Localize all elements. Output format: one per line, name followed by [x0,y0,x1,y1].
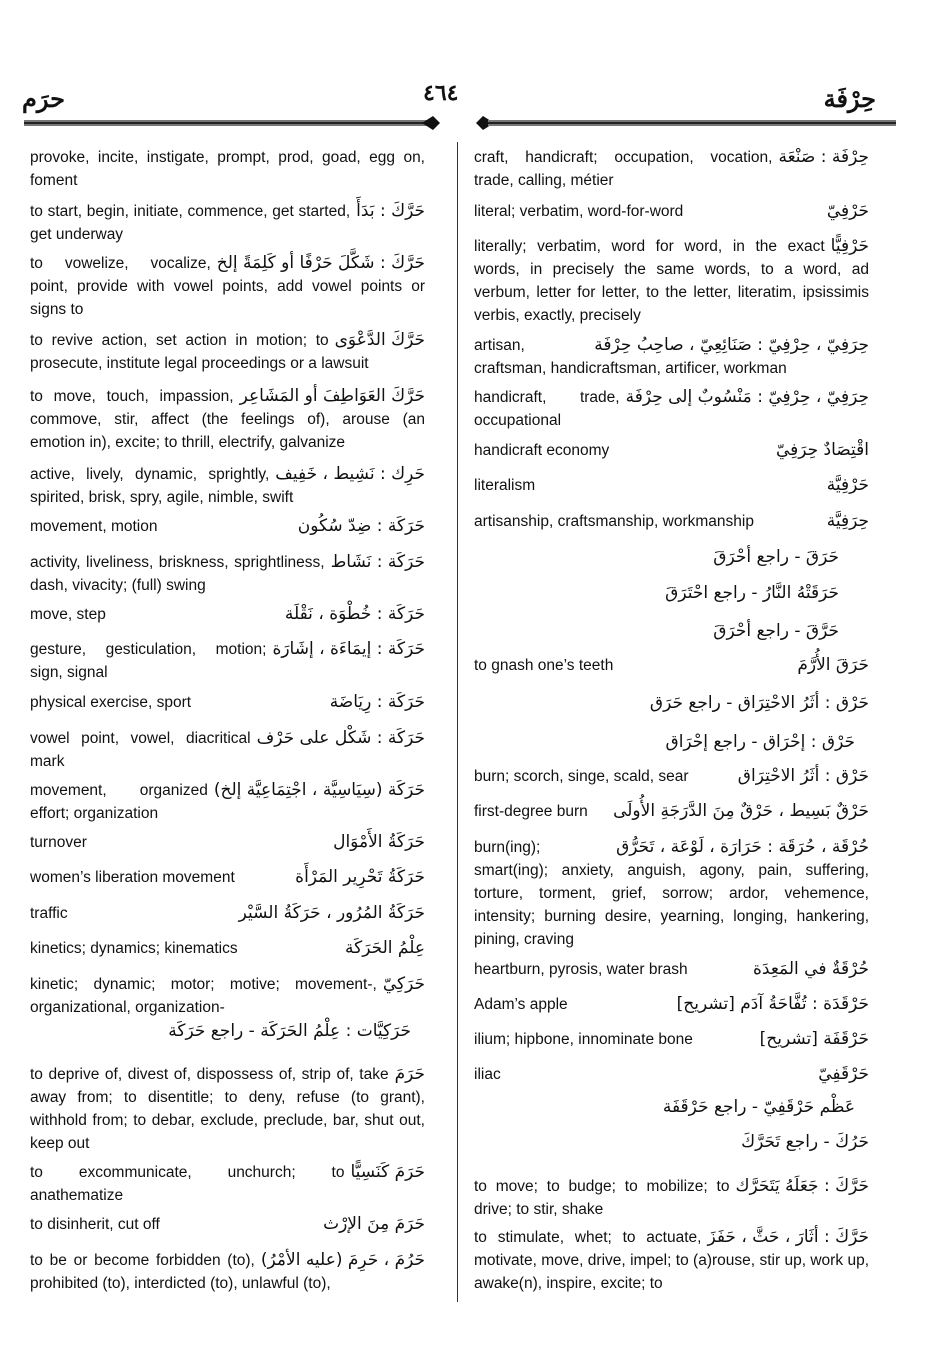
dictionary-entry [30,515,425,538]
arabic-headword: حَرَكَةُ تَحْرِير المَرْأَة [289,866,425,889]
dictionary-entry [474,1096,869,1119]
english-definition: to move; to budge; to mobilize; to drive; to stir, shake [474,1178,730,1218]
arabic-headword: حَرْق : أثَرُ الاحْتِرَاق [732,765,869,788]
dictionary-entry [474,1028,869,1051]
arabic-headword: حَرَّكَ الدَّعْوَى [329,329,425,352]
dictionary-entry [30,727,425,773]
arabic-headword: حَرْقَفَة [تشريح] [754,1028,869,1051]
dictionary-entry [30,463,425,509]
dictionary-entry [474,993,869,1016]
arabic-headword: حَرْق : أثَرُ الاحْتِرَاق - راجع حَرَق [474,692,869,715]
english-definition: to start, begin, initiate, commence, get started, get underway [30,203,351,243]
arabic-headword: حَرَقَ الأُرَّمَ [791,654,869,677]
dictionary-entry [30,779,425,825]
arabic-headword: حَرَكَةُ الأَمْوَال [327,831,425,854]
english-definition: first-degree burn [474,803,588,820]
dictionary-entry [474,474,869,497]
dictionary-entry [30,1063,425,1155]
arabic-headword: عِلْمُ الحَرَكَة [339,937,425,960]
english-definition: artisan, craftsman, handicraftsman, artificer, workman [474,337,787,377]
arabic-headword: عَظْم حَرْقَفِيّ - راجع حَرْقَفَة [474,1096,855,1119]
english-definition: traffic [30,905,68,922]
dictionary-entry [474,1175,869,1221]
dictionary-entry [474,958,869,981]
english-definition: craft, handicraft; occupation, vocation, trade, calling, métier [474,149,773,189]
dictionary-entry [30,146,425,192]
arabic-headword: حَرَمَ مِنَ الإرْث [317,1213,425,1236]
dictionary-entry [30,252,425,321]
english-definition: active, lively, dynamic, sprightly, spirited, brisk, spry, agile, nimble, swift [30,466,294,506]
dictionary-entry [474,546,869,569]
guide-word-left: حرَم [22,84,65,113]
arabic-headword: حَرَكَة : رِيَاضَة [324,691,425,714]
english-definition: artisanship, craftsmanship, workmanship [474,513,754,530]
dictionary-entry [474,1131,869,1154]
dictionary-entry [474,1226,869,1295]
dictionary-entry [474,334,869,380]
english-definition: provoke, incite, instigate, prompt, prod, goad, egg on, foment [30,149,425,189]
english-definition: turnover [30,834,87,851]
arabic-headword: حَرْقَدَة : تُفَّاحَةُ آدَم [تشريح] [671,993,869,1016]
arabic-headword: حَرَّكَ : شَكَّلَ حَرْفًا أو كَلِمَةً إلخ [211,252,425,275]
dictionary-entry [474,439,869,462]
dictionary-entry [30,551,425,597]
english-definition: handicraft economy [474,442,610,459]
dictionary-entry [30,937,425,960]
page-header [0,78,934,118]
dictionary-entry [30,1213,425,1236]
arabic-headword: حِرَفِيّ ، حِرْفِيّ : صَنَائِعِيّ ، صاحِبُ حِرْفَة [588,334,869,357]
english-definition: to be or become forbidden (to), prohibited (to), interdicted (to), unlawful (to), [30,1252,331,1292]
arabic-headword: حُرْقَة ، حُرَقَة : حَرَارَة ، لَوْعَة ، تَحَرُّق [610,836,869,859]
english-definition: to gnash one’s teeth [474,657,614,674]
english-definition: literal; verbatim, word-for-word [474,203,684,220]
english-definition: to move, touch, impassion, commove, stir, affect (the feelings of), arouse (an emotion in), excite; to thrill, electrify, galvanize [30,388,425,451]
english-definition: literally; verbatim, word for word, in the exact words, in precisely the same words, to a word, ad verbum, letter for letter, to the letter, literatim, ipsissimis verbis, exactly, precisely [474,238,869,324]
arabic-headword: حَرَّقَ - راجع أحْرَقَ [474,620,839,643]
dictionary-entry [30,1249,425,1295]
dictionary-entry [474,800,869,823]
english-definition: activity, liveliness, briskness, sprightliness, dash, vivacity; (full) swing [30,554,325,594]
dictionary-entry [30,200,425,246]
dictionary-entry [474,200,869,223]
english-definition: move, step [30,606,106,623]
arabic-headword: حَرَكَة (سِيَاسِيَّة ، اجْتِمَاعِيَّة إلخ) [208,779,425,802]
english-definition: physical exercise, sport [30,694,192,711]
arabic-headword: حَرَّكَ العَوَاطِفَ أو المَشَاعِر [234,385,425,408]
english-definition: to stimulate, whet; to actuate, motivate, move, drive, impel; to (a)rouse, stir up, work up, awake(n), inspire, excite; to [474,1229,869,1292]
dictionary-entry [474,765,869,788]
header-rule-right [476,116,896,130]
dictionary-entry [30,1020,425,1043]
dictionary-entry [474,386,869,432]
english-definition: to vowelize, vocalize, point, provide with vowel points, add vowel points or signs to [30,255,425,318]
arabic-headword: حَرْقَفِيّ [812,1063,869,1086]
header-rule-left [24,116,440,130]
dictionary-entry [474,235,869,327]
arabic-headword: حَرَكَةُ المُرُور ، حَرَكَةُ السَّيْر [233,902,425,925]
dictionary-entry [474,582,869,605]
dictionary-entry [474,654,869,677]
dictionary-entry [30,603,425,626]
arabic-headword: حَرِك : نَشِيط ، خَفِيف [269,463,425,486]
arabic-headword: حَرُكَ - راجع تَحَرَّكَ [474,1131,869,1154]
dictionary-entry [474,510,869,533]
dictionary-entry [30,902,425,925]
guide-word-right: حِرْفَة [823,84,876,113]
english-definition: kinetic; dynamic; motor; motive; movement-, organizational, organization- [30,976,377,1016]
arabic-headword: حَرْفِيَّة [821,474,869,497]
page-number: ٤٦٤ [423,80,459,106]
english-definition: heartburn, pyrosis, water brash [474,961,688,978]
dictionary-entry [30,638,425,684]
arabic-headword: حَرَقَتْهُ النَّارُ - راجع احْتَرَقَ [474,582,839,605]
dictionary-entry [474,836,869,951]
arabic-headword: حِرَفِيَّة [821,510,869,533]
dictionary-entry [30,831,425,854]
arabic-headword: حَرُمَ ، حَرِمَ (عليه الأمْرُ) [255,1249,425,1272]
arabic-headword: حَرَكِيّ [377,973,425,996]
english-definition: gesture, gesticulation, motion; sign, signal [30,641,267,681]
english-definition: to disinherit, cut off [30,1216,160,1233]
arabic-headword: حَرَّكَ : بَدَأَ [350,200,425,223]
dictionary-entry [30,691,425,714]
english-definition: movement, organized effort; organization [30,782,208,822]
column-divider [457,142,458,1302]
english-definition: Adam’s apple [474,996,568,1013]
arabic-headword: حِرْفَة : صَنْعَة [772,146,869,169]
arabic-headword: حَرَكِيَّات : عِلْمُ الحَرَكَة - راجع حَرَكَة [30,1020,411,1043]
arabic-headword: حَرْقٌ بَسِيط ، حَرْقٌ مِنَ الدَّرَجَةِ الأُولَى [607,800,869,823]
dictionary-entry [474,1063,869,1086]
arabic-headword: حَرَكَة : ضِدّ سُكُون [292,515,425,538]
english-definition: kinetics; dynamics; kinematics [30,940,238,957]
english-definition: vowel point, vowel, diacritical mark [30,730,251,770]
arabic-headword: اقْتِصَادٌ حِرَفِيّ [770,439,869,462]
arabic-headword: حَرَقَ - راجع أحْرَقَ [474,546,839,569]
dictionary-entry [474,731,869,754]
arabic-headword: حَرَكَة : نَشَاط [325,551,425,574]
arabic-headword: حَرَكَة : خُطْوَة ، نَقْلَة [279,603,425,626]
arabic-headword: حَرَّكَ : جَعَلَهُ يَتَحَرَّك [729,1175,869,1198]
dictionary-entry [474,146,869,192]
arabic-headword: حَرَّكَ : أثَارَ ، حَثَّ ، حَفَزَ [701,1226,869,1249]
dictionary-entry [30,866,425,889]
dictionary-entry [30,973,425,1019]
arabic-headword: حَرْق : إحْرَاق - راجع إحْرَاق [474,731,855,754]
dictionary-entry [30,385,425,454]
arabic-headword: حِرَفِيّ ، حِرْفِيّ : مَنْسُوبٌ إلى حِرْفَة [620,386,869,409]
english-definition: handicraft, trade, occupational [474,389,620,429]
english-definition: women’s liberation movement [30,869,235,886]
arabic-headword: حَرَمَ [389,1063,425,1086]
english-definition: burn(ing); smart(ing); anxiety, anguish, agony, pain, suffering, torture, torment, grief, sorrow; ardor, vehemence, intensity; burning desire, yearning, longing, hankering, pining, craving [474,839,869,948]
arabic-headword: حُرْقَةٌ في المَعِدَة [747,958,869,981]
english-definition: to revive action, set action in motion; to prosecute, institute legal proceedings or a lawsuit [30,332,369,372]
english-definition: literalism [474,477,536,494]
english-definition: movement, motion [30,518,158,535]
english-definition: ilium; hipbone, innominate bone [474,1031,693,1048]
arabic-headword: حَرَمَ كَنَسِيًّا [344,1161,425,1184]
dictionary-entry [30,1161,425,1207]
arabic-headword: حَرْفِيًّا [825,235,869,258]
english-definition: burn; scorch, singe, scald, sear [474,768,689,785]
dictionary-entry [30,329,425,375]
dictionary-entry [474,692,869,715]
arabic-headword: حَرْفِيّ [821,200,869,223]
arabic-headword: حَرَكَة : شَكْل على حَرْف [251,727,425,750]
english-definition: iliac [474,1066,501,1083]
arabic-headword: حَرَكَة : إيمَاءَة ، إشَارَة [266,638,425,661]
dictionary-entry [474,620,869,643]
english-definition: to deprive of, divest of, dispossess of, strip of, take away from; to disentitle; to deny, refuse (to grant), withhold from; to debar, exclude, preclude, bar, shut out, keep out [30,1066,425,1152]
english-definition: to excommunicate, unchurch; to anathematize [30,1164,345,1204]
